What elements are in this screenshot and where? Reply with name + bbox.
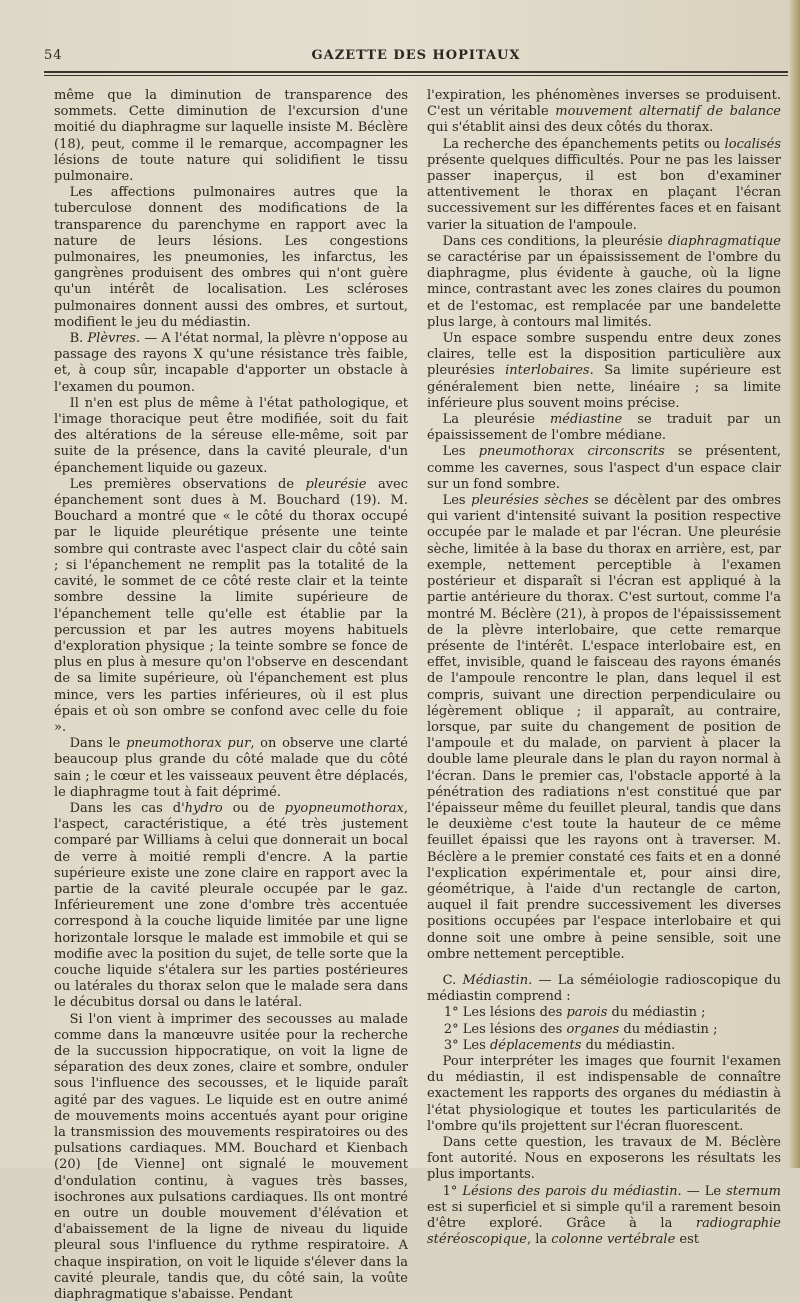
header-rule-thin xyxy=(44,75,788,76)
page-number: 54 xyxy=(44,48,63,63)
paragraph: Les pneumothorax circonscrits se présentent, comme les cavernes, sous l'aspect d'un espace clair sur un fond sombre. xyxy=(427,444,781,492)
list-item: 2° Les lésions des organes du médiastin ; xyxy=(443,1021,718,1037)
list-item: 1° Les lésions des parois du médiastin ; xyxy=(443,1005,706,1021)
paragraph: Les pleurésies sèches se décèlent par des ombres qui varient d'intensité suivant la position respective occupée par le malade et par l'écran. Une pleurésie sèche, limitée à la base du thorax en arrière, est, par exemple, nettement perceptible à l'examen postérieur et disparaît si l'écran est appliqué à la partie antérieure du thorax. C'est surtout, comme l'a montré M. Béclère (21), à propos de l'épaississement de la plèvre interlobaire, que cette remarque présente de l'intérêt. L'espace interlobaire est, en effet, invisible, quand le faisceau des rayons émanés de l'ampoule rencontre le plan, dans lequel il est compris, suivant une direction perpendiculaire ou légèrement oblique ; il apparaît, au contraire, lorsque, par suite du changement de position de l'ampoule et du malade, on parvient à placer la double lame pleurale dans le plan du rayon normal à l'écran. Dans le premier cas, l'obstacle apporté à la pénétration des radiations n'est constitué que par l'épaisseur même du feuillet pleural, tandis que dans le deuxième c'est toute la hauteur de ce même feuillet épaissi que les rayons ont à traverser. M. Béclère a le premier constaté ces faits et en a donné l'explication expérimentale et, pour ainsi dire, géométrique, à l'aide d'un rectangle de carton, auquel il fait prendre successivement les diverses positions occupées par l'espace interlobaire et qui donne soit une ombre à peine sensible, soit une ombre nettement perceptible. xyxy=(427,493,782,962)
paragraph: Si l'on vient à imprimer des secousses au malade comme dans la manœuvre usitée pour la recherche de la succussion hippocratique, on voit la ligne de séparation des deux zones, claire et sombre, onduler sous l'influence des secousses, et le liquide paraît agité par des vagues. Le liquide est en outre animé de mouvements moins accentués ayant pour origine la transmission des mouvements respiratoires ou des pulsations cardiaques. MM. Bouchard et Kienbach (20) [de Vienne] ont signalé le mouvement d'ondulation continu, à vagues très basses, isochrones aux pulsations cardiaques. Ils ont montré en outre un double mouvement d'élévation et d'abaissement de la ligne de niveau du liquide pleural sous l'influence du rythme respiratoire. A chaque inspiration, on voit le liquide s'élever dans la cavité pleurale, tandis que, du côté sain, la voûte diaphragmatique s'abaisse. Pendant xyxy=(54,1011,408,1303)
paragraph: Il n'en est plus de même à l'état pathologique, et l'image thoracique peut être modifiée, soit du fait des altérations de la séreuse elle-même, soit par suite de la présence, dans la cavité pleurale, d'un épanchement liquide ou gazeux. xyxy=(54,395,408,476)
paragraph: même que la diminution de transparence des sommets. Cette diminution de l'excursion d'une moitié du diaphragme sur laquelle insiste M. Béclère (18), peut, comme il le remarque, accompagner les lésions de toute nature qui solidifient le tissu pulmonaire. xyxy=(54,88,408,185)
paragraph: Dans cette question, les travaux de M. Béclère font autorité. Nous en exposerons les résultats les plus importants. xyxy=(427,1135,781,1183)
left-column xyxy=(54,88,408,1303)
paragraph: Un espace sombre suspendu entre deux zones claires, telle est la disposition particulière aux pleurésies interlobaires. Sa limite supérieure est généralement bien nette, linéaire ; sa limite inférieure plus souvent moins précise. xyxy=(427,331,781,411)
section-c-mediastin: C. Médiastin. — La séméiologie radioscopique du médiastin comprend : xyxy=(427,972,781,1005)
paragraph: Les affections pulmonaires autres que la tuberculose donnent des modifications de la transparence du parenchyme en rapport avec la nature de leurs lésions. Les congestions pulmonaires, les pneumonies, les infarctus, les gangrènes produisent des ombres qui n'ont guère qu'un intérêt de localisation. Les scléroses pulmonaires donnent aussi des ombres, et surtout, modifient le jeu du médiastin. xyxy=(54,185,408,330)
paragraph: La pleurésie médiastine se traduit par un épaississement de l'ombre médiane. xyxy=(427,412,781,444)
right-column xyxy=(427,88,781,1248)
paragraph: 1° Lésions des parois du médiastin. — Le sternum est si superficiel et si simple qu'il a rarement besoin d'être exploré. Grâce à la radiographie stéréoscopique, la colonne vertébrale est xyxy=(427,1183,781,1248)
page-edge xyxy=(790,0,800,1168)
paragraph: Dans le pneumothorax pur, on observe une clarté beaucoup plus grande du côté malade que du côté sain ; le cœur et les vaisseaux peuvent être déplacés, le diaphragme tout à fait déprimé. xyxy=(54,736,408,800)
paragraph: l'expiration, les phénomènes inverses se produisent. C'est un véritable mouvement alternatif de balance qui s'établit ainsi des deux côtés du thorax. xyxy=(427,88,781,136)
journal-title: GAZETTE DES HOPITAUX xyxy=(311,48,521,63)
paragraph: Pour interpréter les images que fournit l'examen du médiastin, il est indispensable de connaître exactement les rapports des organes du médiastin à l'état physiologique et toutes les particularités de l'ombre qu'ils projettent sur l'écran fluorescent. xyxy=(427,1053,781,1134)
paragraph: Les premières observations de pleurésie avec épanchement sont dues à M. Bouchard (19). M. Bouchard a montré que « le côté du thorax occupé par le liquide pleurétique présente une teinte sombre qui contraste avec l'aspect clair du côté sain ; si l'épanchement ne remplit pas la totalité de la cavité, le sommet de ce côté reste clair et la teinte sombre dessine la limite supérieure de l'épanchement telle qu'elle est établie par la percussion et par les autres moyens habituels d'exploration physique ; la teinte sombre se fonce de plus en plus à mesure qu'on l'observe en descendant de sa limite supérieure, où l'épanchement est plus mince, vers les parties inférieures, où il est plus épais et où son ombre se confond avec celle du foie ». xyxy=(54,476,409,735)
paragraph: Dans ces conditions, la pleurésie diaphragmatique se caractérise par un épaississement de l'ombre du diaphragme, plus évidente à gauche, où la ligne mince, contrastant avec les zones claires du poumon et de l'estomac, est remplacée par une bandelette plus large, à contours mal limités. xyxy=(427,233,781,330)
list-item: 3° Les déplacements du médiastin. xyxy=(443,1037,676,1053)
paragraph: La recherche des épanchements petits ou localisés présente quelques difficultés. Pour ne pas les laisser passer inaperçus, il est bon d'examiner attentivement le thorax en plaçant l'écran successivement sur les différentes faces et en faisant varier la situation de l'ampoule. xyxy=(427,136,781,233)
header-rule-thick xyxy=(44,71,788,73)
paragraph: Dans les cas d'hydro ou de pyopneumothorax, l'aspect, caractéristique, a été très justement comparé par Williams à celui que donnerait un bocal de verre à moitié rempli d'encre. A la partie supérieure existe une zone claire en rapport avec la partie de la cavité pleurale occupée par le gaz. Inférieurement une zone d'ombre très accentuée correspond à la couche liquide limitée par une ligne horizontale lorsque le malade est immobile et qui se modifie avec la position du sujet, de telle sorte que la couche liquide s'étalera sur les parties postérieures ou latérales du thorax selon que le malade sera dans le décubitus dorsal ou dans le latéral. xyxy=(54,800,408,1011)
section-b-plevres: B. Plèvres. — A l'état normal, la plèvre n'oppose au passage des rayons X qu'une résistance très faible, et, à coup sûr, incapable d'apporter un obstacle à l'examen du poumon. xyxy=(54,331,408,395)
page-header xyxy=(44,48,788,68)
